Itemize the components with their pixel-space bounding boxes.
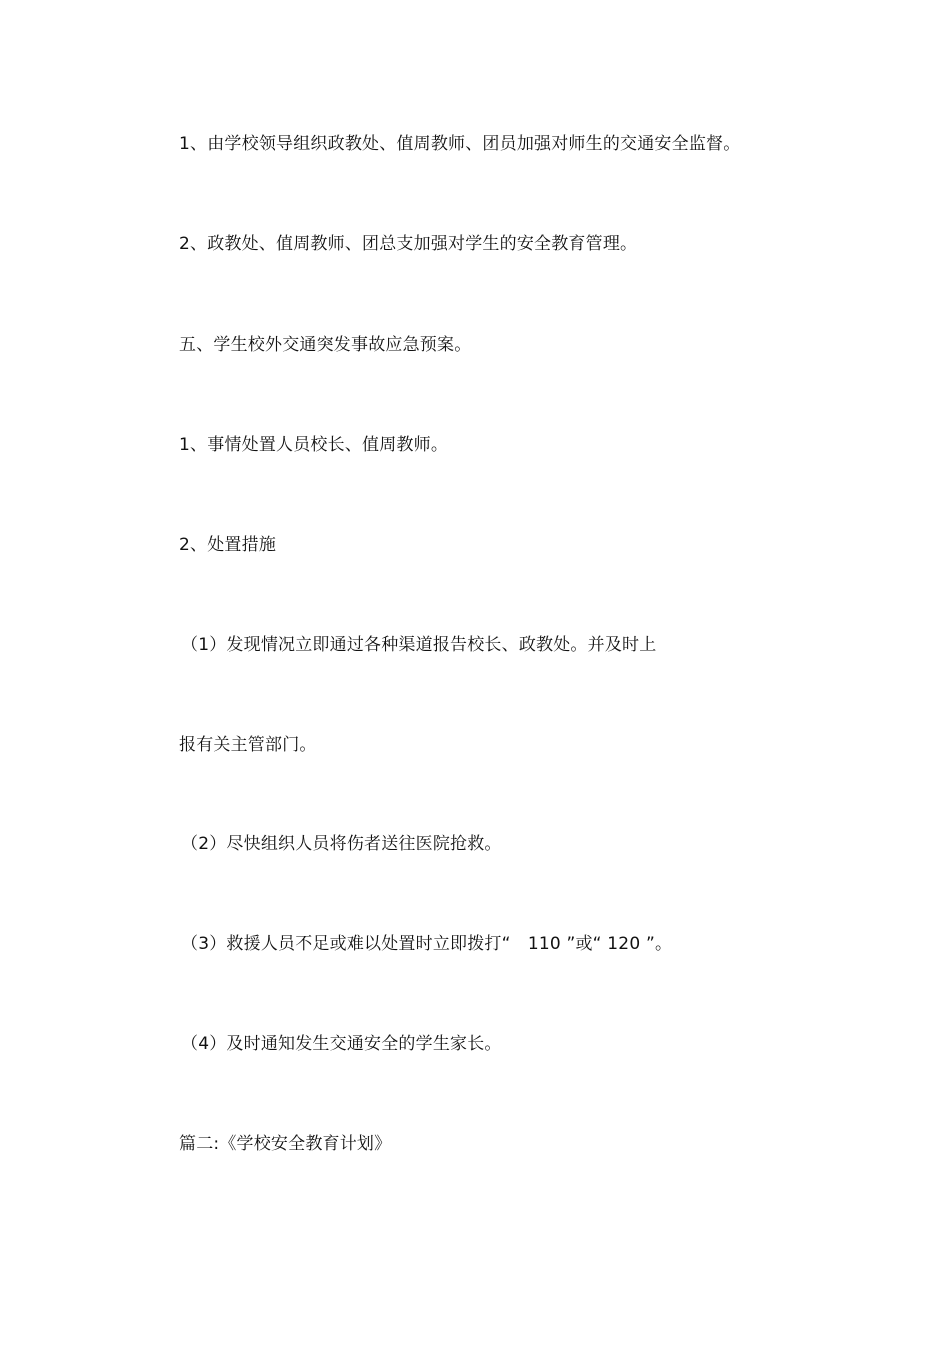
text-line-1: 1、由学校领导组织政教处、值周教师、团员加强对师生的交通安全监督。: [179, 134, 741, 154]
text-line-10: （4）及时通知发生交通安全的学生家长。: [181, 1034, 502, 1054]
section-heading: 五、学生校外交通突发事故应急预案。: [179, 335, 472, 355]
text-line-7: 报有关主管部门。: [179, 735, 317, 755]
text-line-6: （1）发现情况立即通过各种渠道报告校长、政教处。并及时上: [181, 635, 657, 655]
text-line-5: 2、处置措施: [179, 535, 277, 555]
text-line-4: 1、事情处置人员校长、值周教师。: [179, 435, 449, 455]
chapter-title: 篇二:《学校安全教育计划》: [179, 1134, 392, 1154]
text-line-2: 2、政教处、值周教师、团总支加强对学生的安全教育管理。: [179, 234, 638, 254]
text-line-9: （3）救援人员不足或难以处置时立即拨打“ 110 ”或“ 120 ”。: [181, 934, 673, 954]
text-line-8: （2）尽快组织人员将伤者送往医院抢救。: [181, 834, 502, 854]
